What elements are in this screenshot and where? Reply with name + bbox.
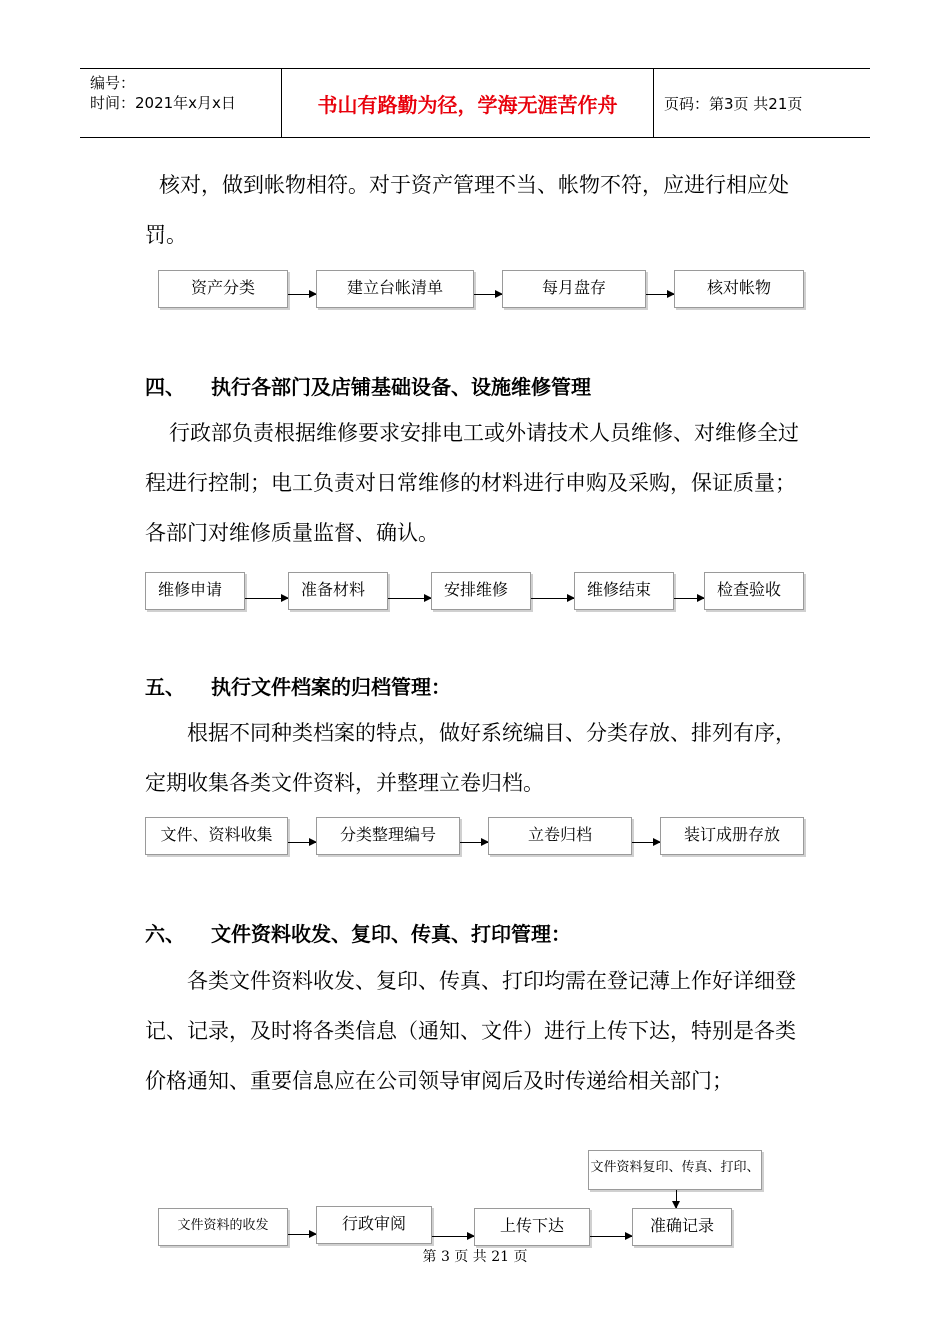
intro-paragraph: 核对，做到帐物相符。对于资产管理不当、帐物不符，应进行相应处罚。: [145, 173, 789, 247]
flow5-step-2: 分类整理编号: [316, 817, 460, 855]
header-page-number: 页码：第3页 共21页: [664, 94, 803, 113]
flow1-step-3: 每月盘存: [502, 270, 646, 308]
flow1-step-2: 建立台帐清单: [316, 270, 474, 308]
page-header: [80, 68, 870, 138]
flow5-arrow-2: [460, 842, 488, 843]
flow6-top-box: 文件资料复印、传真、打印、: [588, 1150, 762, 1190]
header-motto: 书山有路勤为径，学海无涯苦作舟: [282, 69, 654, 137]
flow1-arrow-3: [646, 294, 674, 295]
flow1-arrow-1: [288, 294, 316, 295]
flow4-step-4: 维修结束: [574, 572, 674, 610]
document-date: 时间：2021年x月x日: [90, 94, 236, 112]
section4-heading: [145, 371, 591, 400]
flow6-step-3: 上传下达: [474, 1208, 590, 1246]
section6-title: 文件资料收发、复印、传真、打印管理：: [211, 922, 571, 946]
flow6-arrow-2: [432, 1236, 474, 1237]
flow6-step-4: 准确记录: [632, 1208, 732, 1246]
header-meta: [80, 69, 282, 137]
flow4-arrow-4: [674, 598, 704, 599]
section5-number: 五、: [145, 675, 185, 699]
flow6-arrow-3: [590, 1236, 632, 1237]
document-number: 编号：: [90, 74, 136, 92]
section4-number: 四、: [145, 375, 185, 399]
flow5-arrow-3: [632, 842, 660, 843]
flow4-step-3: 安排维修: [431, 572, 531, 610]
section6-paragraph: 各类文件资料收发、复印、传真、打印均需在登记薄上作好详细登记、记录，及时将各类信息（通知、文件）进行上传下达，特别是各类价格通知、重要信息应在公司领导审阅后及时传递给相关部门；: [145, 969, 796, 1093]
flow4-arrow-1: [245, 598, 288, 599]
section5-title: 执行文件档案的归档管理：: [211, 675, 451, 699]
flow1-step-1: 资产分类: [158, 270, 288, 308]
page-footer: 第 3 页 共 21 页: [422, 1249, 528, 1265]
flow5-step-3: 立卷归档: [488, 817, 632, 855]
flow6-step-1: 文件资料的收发: [158, 1208, 288, 1246]
flow6-step-2: 行政审阅: [316, 1206, 432, 1244]
flow6-down-arrow: [676, 1190, 677, 1208]
flow4-step-1: 维修申请: [145, 572, 245, 610]
flow1-arrow-2: [474, 294, 502, 295]
flow5-step-4: 装订成册存放: [660, 817, 804, 855]
flow5-arrow-1: [288, 842, 316, 843]
section6-number: 六、: [145, 922, 185, 946]
section4-paragraph: 行政部负责根据维修要求安排电工或外请技术人员维修、对维修全过程进行控制；电工负责对日常维修的材料进行申购及采购，保证质量；各部门对维修质量监督、确认。: [145, 421, 799, 545]
section5-heading: [145, 671, 451, 700]
flow6-arrow-1: [288, 1234, 316, 1235]
flow4-arrow-2: [388, 598, 431, 599]
section4-title: 执行各部门及店铺基础设备、设施维修管理: [211, 375, 591, 399]
flow4-step-2: 准备材料: [288, 572, 388, 610]
flow5-step-1: 文件、资料收集: [145, 817, 288, 855]
section6-heading: [145, 918, 571, 947]
section5-paragraph: 根据不同种类档案的特点，做好系统编目、分类存放、排列有序，定期收集各类文件资料，并整理立卷归档。: [145, 721, 796, 795]
flow1-step-4: 核对帐物: [674, 270, 804, 308]
flow4-arrow-3: [531, 598, 574, 599]
flow4-step-5: 检查验收: [704, 572, 804, 610]
